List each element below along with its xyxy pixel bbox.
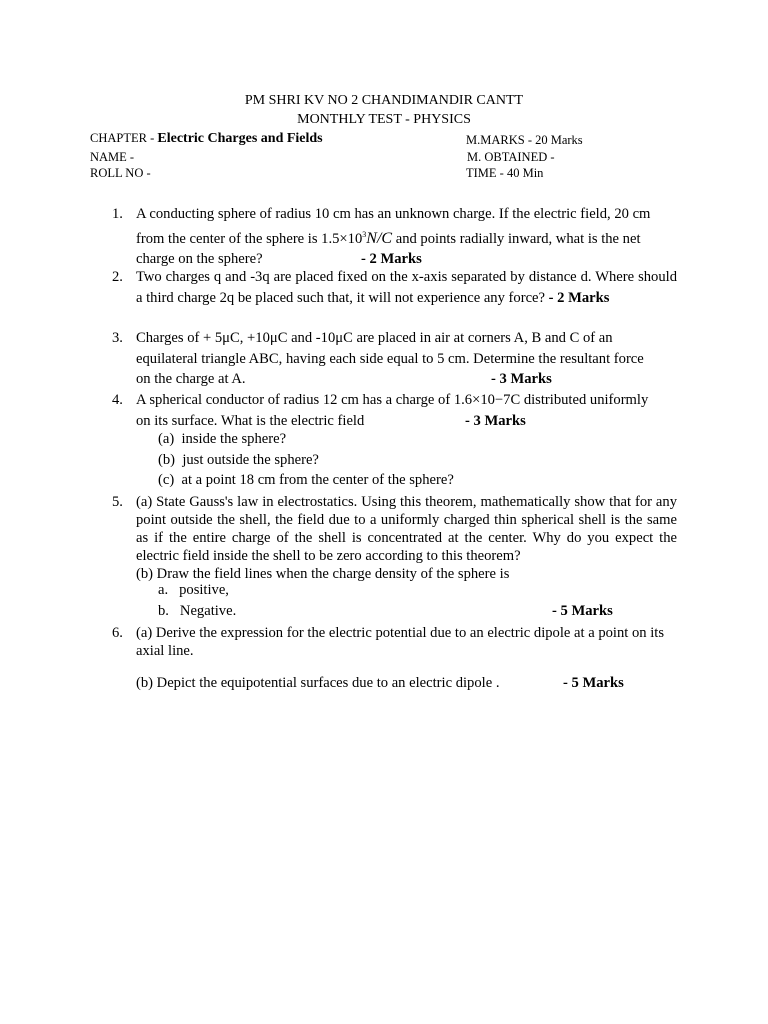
sub-part-b bbox=[158, 452, 319, 469]
question-text-line bbox=[136, 411, 677, 432]
roll-no-field: ROLL NO - bbox=[90, 166, 151, 180]
question-text: (a) Derive the expression for the electric potential due to an electric dipole at a point on its axial line. bbox=[136, 625, 665, 659]
question-number: 4. bbox=[112, 392, 123, 408]
question-number: 3. bbox=[112, 330, 123, 346]
question-text-line: (b) Draw the field lines when the charge density of the sphere is bbox=[136, 566, 510, 582]
unit: N/C bbox=[366, 229, 393, 247]
sub-part-c bbox=[158, 472, 454, 489]
marks-label: - 3 Marks bbox=[465, 412, 526, 429]
question-3 bbox=[112, 328, 677, 390]
question-number: 5. bbox=[112, 494, 123, 510]
question-text-line bbox=[136, 369, 677, 390]
question-2 bbox=[112, 267, 677, 329]
marks-label: - 5 Marks bbox=[552, 603, 613, 619]
name-field: NAME - bbox=[90, 150, 135, 164]
question-text bbox=[136, 267, 677, 308]
marks-label: - 2 Marks bbox=[548, 289, 610, 306]
sub-part-label: b. bbox=[158, 603, 169, 619]
sub-part-text: at a point 18 cm from the center of the sphere? bbox=[181, 472, 454, 488]
exponent: 3 bbox=[362, 229, 367, 239]
question-text-fragment: from the center of the sphere is 1.5×10 bbox=[136, 230, 363, 247]
question-text-line: Charges of + 5μC, +10μC and -10μC are placed in air at corners A, B and C of an bbox=[136, 330, 613, 346]
question-text-fragment: on the charge at A. bbox=[136, 371, 246, 387]
time-allowed: TIME - 40 Min bbox=[466, 166, 544, 180]
question-text: (a) State Gauss's law in electrostatics. Using this theorem, mathematically show that for any point outside the shell, the field due to a uniformly charged thin spherical shell is the same as if the entire charge of the shell is concentrated at the center. Why do you expect the electric field inside the shell to be zero according to this theorem? bbox=[136, 494, 677, 564]
sub-part-label: a. bbox=[158, 582, 169, 598]
question-1 bbox=[112, 204, 677, 266]
question-number: 1. bbox=[112, 206, 123, 222]
sub-part-text: Negative. bbox=[179, 603, 237, 619]
sub-part-a bbox=[158, 431, 286, 448]
chapter-value: Electric Charges and Fields bbox=[157, 131, 323, 146]
sub-part-b bbox=[158, 603, 236, 620]
marks-label: - 2 Marks bbox=[361, 251, 422, 267]
sub-part-text: positive, bbox=[179, 582, 229, 598]
sub-part-a bbox=[158, 582, 229, 599]
question-number: 6. bbox=[112, 625, 123, 641]
marks-label: - 3 Marks bbox=[491, 371, 552, 387]
school-name: PM SHRI KV NO 2 CHANDIMANDIR CANTT bbox=[244, 93, 524, 108]
marks-obtained-field: M. OBTAINED - bbox=[467, 150, 555, 164]
sub-part-label: (a) bbox=[158, 431, 175, 447]
sub-part-text: inside the sphere? bbox=[181, 431, 287, 447]
question-4 bbox=[112, 390, 677, 432]
question-text-fragment: Two charges q and -3q are placed fixed on the x-axis separated by distance d. Where should a third charge 2q be placed such that, it will not experience any force? bbox=[136, 269, 677, 306]
question-text-line: A spherical conductor of radius 12 cm has a charge of 1.6×10−7C distributed uniformly bbox=[136, 392, 649, 408]
sub-part-text: just outside the sphere? bbox=[182, 452, 319, 468]
sub-part-label: (b) bbox=[158, 452, 176, 468]
question-text-fragment: and points radially inward, what is the net bbox=[392, 230, 641, 247]
max-marks: M.MARKS - 20 Marks bbox=[466, 133, 583, 147]
question-text-line bbox=[136, 225, 677, 250]
question-6 bbox=[112, 624, 677, 664]
marks-label: - 5 Marks bbox=[563, 675, 624, 691]
sub-part-label: (c) bbox=[158, 472, 175, 488]
chapter-label: CHAPTER - bbox=[90, 131, 158, 145]
test-title: MONTHLY TEST - PHYSICS bbox=[297, 112, 471, 127]
question-text-fragment: charge on the sphere? bbox=[136, 251, 263, 267]
question-number: 2. bbox=[112, 269, 123, 285]
chapter-line bbox=[90, 131, 323, 147]
question-text-line: A conducting sphere of radius 10 cm has an unknown charge. If the electric field, 20 cm bbox=[136, 206, 651, 222]
question-6-part-b: (b) Depict the equipotential surfaces due to an electric dipole . bbox=[136, 675, 500, 691]
question-text-line: equilateral triangle ABC, having each side equal to 5 cm. Determine the resultant force bbox=[136, 350, 644, 367]
question-5 bbox=[112, 493, 677, 589]
question-text-fragment: on its surface. What is the electric field bbox=[136, 412, 365, 429]
